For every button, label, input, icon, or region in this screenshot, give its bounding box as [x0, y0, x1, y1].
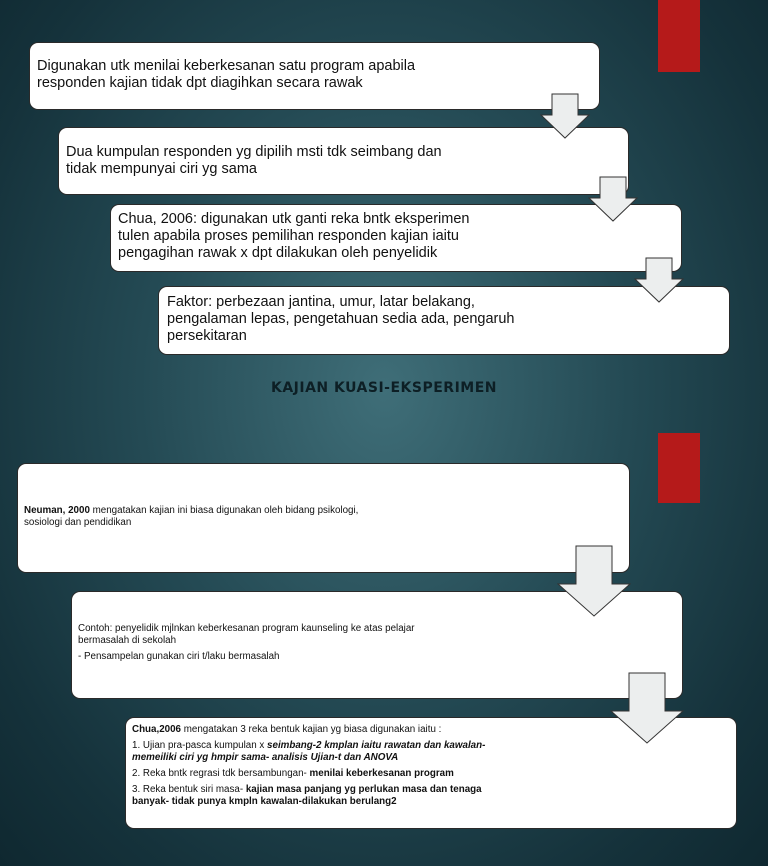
bottom-step-2-line-2: bermasalah di sekolah [78, 635, 177, 646]
item-2-bold: menilai keberkesanan program [309, 768, 454, 779]
chua-citation: Chua,2006 [132, 724, 182, 735]
bottom-step-3-item-2 [132, 768, 736, 780]
top-step-4-line-1: Faktor: perbezaan jantina, umur, latar belakang, [167, 294, 475, 310]
down-arrow-icon-top-2 [588, 176, 638, 222]
top-step-3-line-3: pengagihan rawak x dpt dilakukan oleh penyelidik [118, 245, 438, 261]
top-step-1-line-1: Digunakan utk menilai keberkesanan satu program apabila [37, 58, 416, 74]
top-step-2-line-2: tidak mempunyai ciri yg sama [66, 161, 257, 177]
top-step-4-line-3: persekitaran [167, 328, 247, 344]
red-accent-bar-top [658, 0, 700, 72]
down-arrow-icon-bottom-1 [557, 545, 631, 617]
item-1-plain: 1. Ujian pra-pasca kumpulan x [132, 740, 268, 751]
section-title: KAJIAN KUASI-EKSPERIMEN [270, 380, 498, 396]
top-step-box-1 [29, 42, 600, 110]
bottom-step-2-line-3: - Pensampelan gunakan ciri t/laku bermasalah [78, 651, 280, 662]
bottom-step-3-item-1-line-2: memeiliki ciri yg hmpir sama- analisis Ujian-t dan ANOVA [132, 752, 399, 763]
bottom-step-1-text: mengatakan kajian ini biasa digunakan oleh bidang psikologi, [89, 505, 359, 516]
bottom-step-3-intro-text: mengatakan 3 reka bentuk kajian yg biasa digunakan iaitu : [181, 724, 442, 735]
down-arrow-icon-top-1 [540, 93, 590, 139]
top-step-2-line-1: Dua kumpulan responden yg dipilih msti tdk seimbang dan [66, 144, 442, 160]
bottom-step-3-item-3 [132, 784, 736, 796]
top-step-4-line-2: pengalaman lepas, pengetahuan sedia ada, pengaruh [167, 311, 515, 327]
bottom-step-1-line-2: sosiologi dan pendidikan [24, 517, 132, 528]
top-step-3-line-2: tulen apabila proses pemilihan responden kajian iaitu [118, 228, 459, 244]
red-accent-bar-bottom [658, 433, 700, 503]
top-step-1-line-2: responden kajian tidak dpt diagihkan secara rawak [37, 75, 363, 91]
item-1-bold: seimbang-2 kmplan iaitu rawatan dan kawalan- [267, 740, 486, 751]
item-3-plain: 3. Reka bentuk siri masa- [132, 784, 246, 795]
top-step-3-line-1: Chua, 2006: digunakan utk ganti reka bntk eksperimen [118, 211, 470, 227]
down-arrow-icon-bottom-2 [610, 672, 684, 744]
down-arrow-icon-top-3 [634, 257, 684, 303]
bottom-step-2-line-1: Contoh: penyelidik mjlnkan keberkesanan program kaunseling ke atas pelajar [78, 623, 415, 634]
neuman-citation: Neuman, 2000 [24, 505, 90, 516]
item-2-plain: 2. Reka bntk regrasi tdk bersambungan- [132, 768, 310, 779]
bottom-step-1-line-1 [24, 505, 629, 517]
item-3-bold: kajian masa panjang yg perlukan masa dan tenaga [245, 784, 482, 795]
bottom-step-3-item-3-line-2: banyak- tidak punya kmpln kawalan-dilakukan berulang2 [132, 796, 397, 807]
bottom-step-box-1 [17, 463, 630, 573]
